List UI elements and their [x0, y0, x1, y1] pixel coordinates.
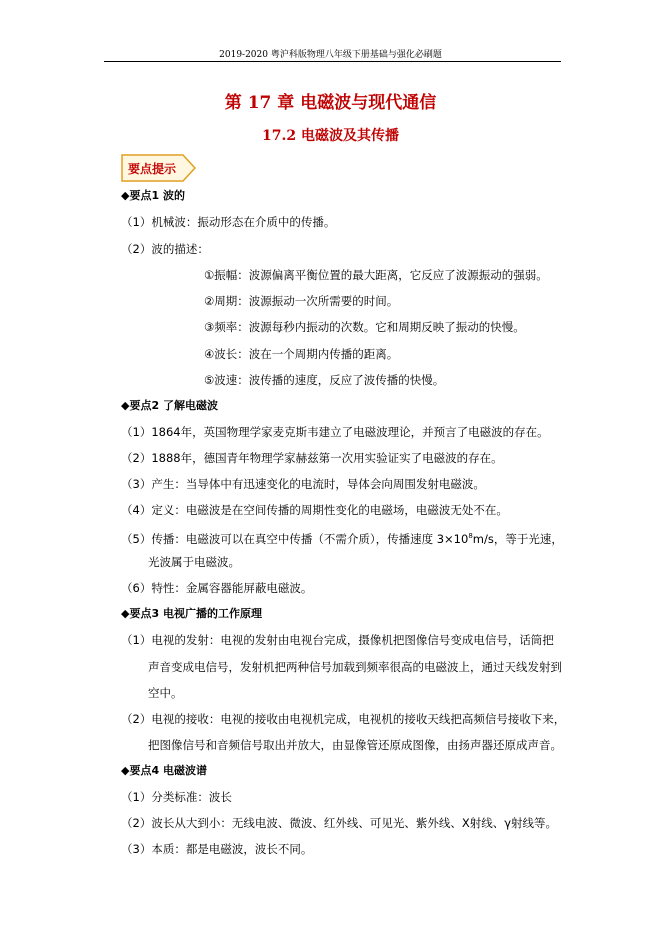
- section-heading: ◆要点4 电磁波谱: [121, 764, 207, 777]
- list-item: 光波属于电磁波。: [148, 555, 240, 569]
- list-item: （2）波的描述：: [121, 242, 209, 256]
- header-rule: [104, 61, 561, 62]
- list-item: （1）电视的发射：电视的发射由电视台完成，摄像机把图像信号变成电信号，话筒把: [121, 633, 554, 647]
- list-item: ①振幅：波源偏离平衡位置的最大距离，它反应了波源振动的强弱。: [204, 268, 548, 282]
- exponent: 8: [468, 532, 473, 540]
- list-item: （2）电视的接收：电视的接收由电视机完成，电视机的接收天线把高频信号接收下来，: [121, 712, 566, 726]
- section-title: 17.2 电磁波及其传播: [262, 128, 399, 144]
- list-item: 声音变成电信号，发射机把两种信号加载到频率很高的电磁波上，通过天线发射到: [148, 660, 562, 674]
- speed-unit-text: m/s，等于光速，: [472, 531, 563, 546]
- list-item: ③频率：波源每秒内振动的次数。它和周期反映了振动的快慢。: [204, 320, 525, 334]
- list-item: （1）分类标准：波长: [121, 790, 232, 804]
- list-item: （3）本质：都是电磁波，波长不同。: [121, 842, 313, 856]
- list-item: ⑤波速：波传播的速度，反应了波传播的快慢。: [204, 373, 445, 387]
- list-item: ②周期：波源振动一次所需要的时间。: [204, 294, 399, 308]
- section-heading: ◆要点1 波的: [121, 189, 185, 202]
- list-item: （1）1864年，英国物理学家麦克斯韦建立了电磁波理论，并预言了电磁波的存在。: [121, 425, 549, 439]
- key-points-badge: 要点提示: [128, 162, 177, 176]
- list-item: （6）特性：金属容器能屏蔽电磁波。: [121, 581, 313, 595]
- list-item: （3）产生：当导体中有迅速变化的电流时，导体会向周围发射电磁波。: [121, 477, 485, 491]
- list-item: [121, 528, 563, 547]
- list-item: （4）定义：电磁波是在空间传播的周期性变化的电磁场，电磁波无处不在。: [121, 503, 508, 517]
- list-item: （1）机械波：振动形态在介质中的传播。: [121, 215, 336, 229]
- section-heading: ◆要点2 了解电磁波: [121, 399, 218, 412]
- page-header: 2019-2020 粤沪科版物理八年级下册基础与强化必刷题: [219, 50, 442, 60]
- chapter-title: 第 17 章 电磁波与现代通信: [224, 93, 437, 113]
- list-item: （2）波长从大到小：无线电波、微波、红外线、可见光、紫外线、X射线、γ射线等。: [121, 816, 557, 830]
- list-item: （2）1888年，德国青年物理学家赫兹第一次用实验证实了电磁波的存在。: [121, 451, 503, 465]
- speed-text: （5）传播：电磁波可以在真空中传播（不需介质），传播速度 3×10: [121, 531, 469, 546]
- list-item: 把图像信号和音频信号取出并放大，由显像管还原成图像，由扬声器还原成声音。: [148, 738, 562, 752]
- list-item: 空中。: [148, 686, 183, 700]
- section-heading: ◆要点3 电视广播的工作原理: [121, 607, 262, 620]
- list-item: ④波长：波在一个周期内传播的距离。: [204, 347, 399, 361]
